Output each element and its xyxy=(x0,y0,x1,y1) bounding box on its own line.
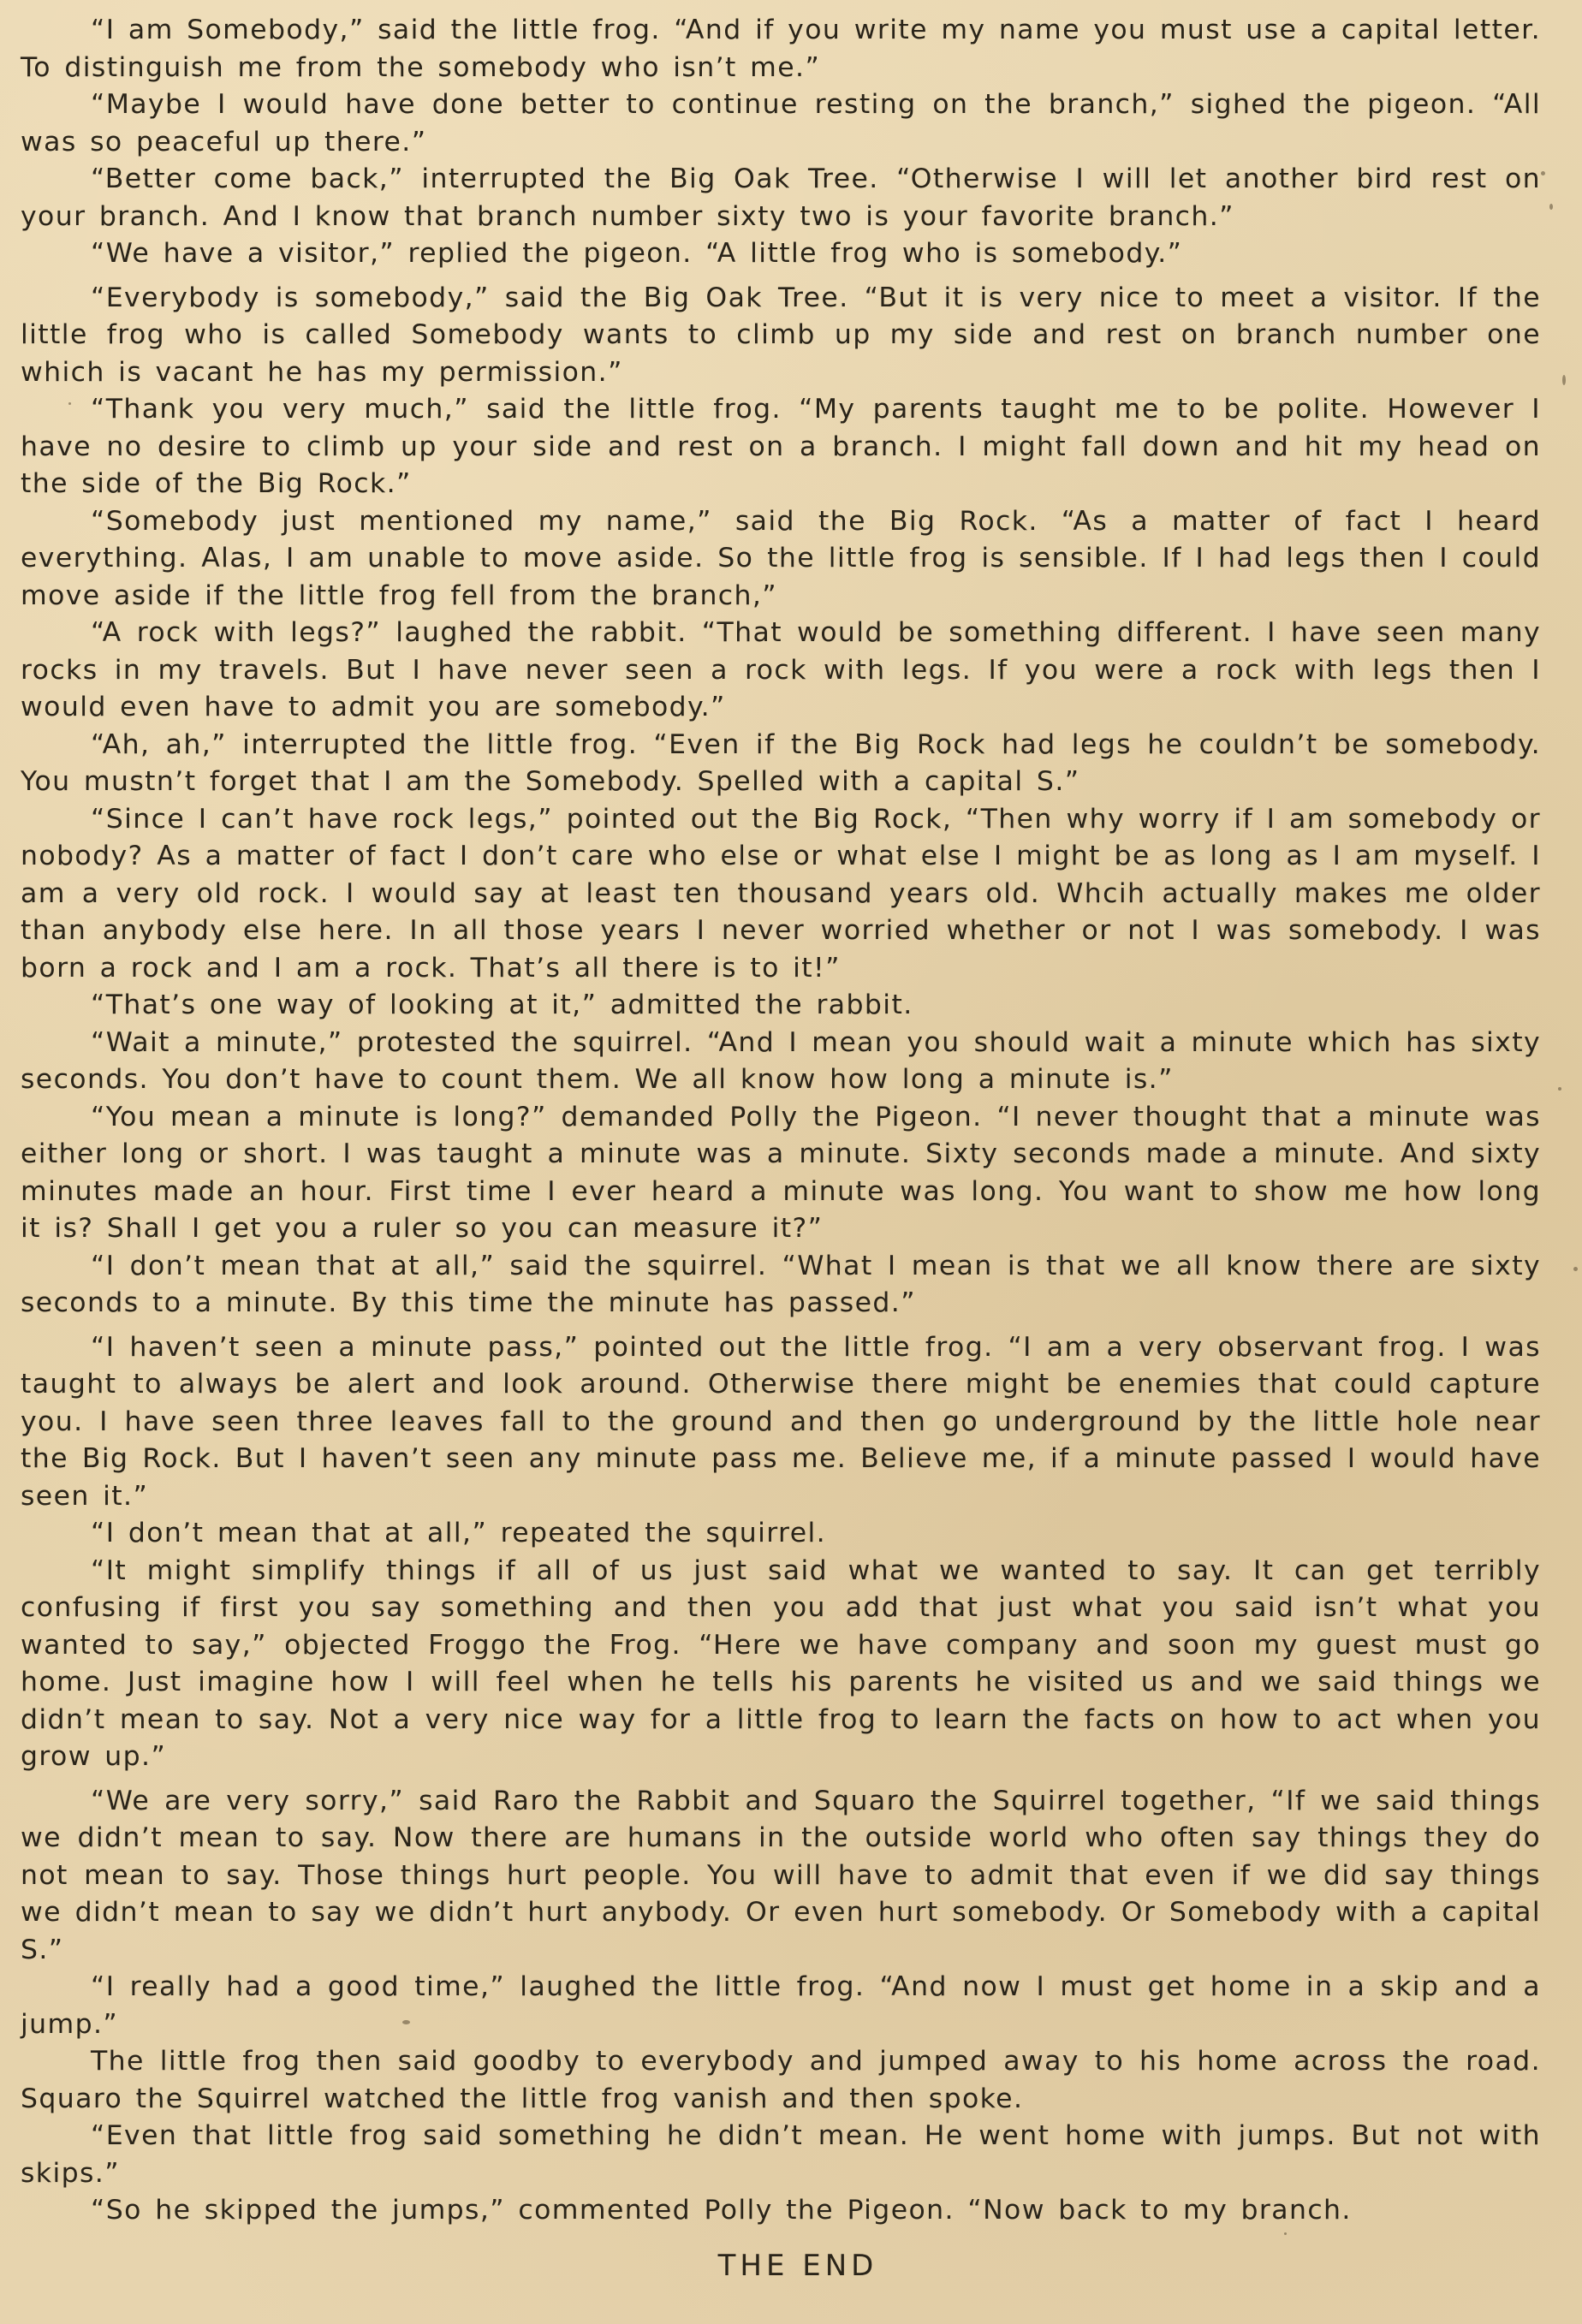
paragraph-18: “We are very sorry,” said Raro the Rabbit and Squaro the Squirrel together, “If we said things we didn’t mean to say. Now there are humans in the outside world who often say things they do not mean to say. Those things hurt people. You will have to admit that even if we did say things we didn’t mean to say we didn’t hurt anybody. Or even hurt somebody. Or Somebody with a capital S.” xyxy=(21,1785,1541,1965)
paragraph-8: “A rock with legs?” laughed the rabbit. “That would be something different. I have seen many rocks in my travels. But I have never seen a rock with legs. If you were a rock with legs then I would even have to admit you are somebody.” xyxy=(21,617,1541,722)
paragraph-16: “I don’t mean that at all,” repeated the squirrel. xyxy=(91,1518,827,1548)
paragraph-17: “It might simplify things if all of us just said what we wanted to say. It can get terribly confusing if first you say something and then you add that just what you said isn’t what you wanted to say,” objected Froggo the Frog. “Here we have company and soon my guest must go home. Just imagine how I will feel when he tells his parents he visited us and we said things we didn’t mean to say. Not a very nice way for a little frog to learn the facts on how to act when you grow up.” xyxy=(21,1554,1541,1772)
paragraph-4: “We have a visitor,” replied the pigeon. “A little frog who is somebody.” xyxy=(91,238,1183,269)
paragraph-19: “I really had a good time,” laughed the little frog. “And now I must get home in a skip and a jump.” xyxy=(21,1971,1541,2040)
the-end-label: THE END xyxy=(717,2248,878,2283)
speck xyxy=(402,2020,410,2024)
paragraph-6: “Thank you very much,” said the little frog. “My parents taught me to be polite. However I have no desire to climb up your side and rest on a branch. I might fall down and hit my head on the side of the Big Rock.” xyxy=(21,394,1541,499)
paragraph-10: “Since I can’t have rock legs,” pointed out the Big Rock, “Then why worry if I am somebody or nobody? As a matter of fact I don’t care who else or what else I might be as long as I am myself. I am a very old rock. I would say at least ten thousand years old. Whcih actually makes me older than anybody else here. In all those years I never worried whether or not I was somebody. I was born a rock and I am a rock. That’s all there is to it!” xyxy=(21,803,1541,984)
paragraph-21: “Even that little frog said something he didn’t mean. He went home with jumps. But not with skips.” xyxy=(21,2120,1541,2189)
paragraph-1: “I am Somebody,” said the little frog. “And if you write my name you must use a capital letter. To distinguish me from the somebody who isn’t me.” xyxy=(21,15,1541,83)
paragraph-9: “Ah, ah,” interrupted the little frog. “Even if the Big Rock had legs he couldn’t be somebody. You mustn’t forget that I am the Somebody. Spelled with a capital S.” xyxy=(21,728,1541,797)
paragraph-5: “Everybody is somebody,” said the Big Oak Tree. “But it is very nice to meet a visitor. If the little frog who is called Somebody wants to climb up my side and rest on branch number one which is vacant he has my permission.” xyxy=(21,282,1541,388)
paragraph-14: “I don’t mean that at all,” said the squirrel. “What I mean is that we all know there are sixty seconds to a minute. By this time the minute has passed.” xyxy=(21,1250,1541,1318)
paragraph-12: “Wait a minute,” protested the squirrel. “And I mean you should wait a minute which has sixty seconds. You don’t have to count them. We all know how long a minute is.” xyxy=(21,1026,1541,1095)
speck xyxy=(1541,171,1545,175)
speck xyxy=(1558,1087,1561,1091)
speck xyxy=(1284,2232,1287,2235)
paragraph-22: “So he skipped the jumps,” commented Polly the Pigeon. “Now back to my branch. xyxy=(91,2195,1352,2226)
paragraph-3: “Better come back,” interrupted the Big Oak Tree. “Otherwise I will let another bird rest on your branch. And I know that branch number sixty two is your favorite branch.” xyxy=(21,163,1541,232)
paragraph-20: The little frog then said goodby to everybody and jumped away to his home across the road. Squaro the Squirrel watched the little frog vanish and then spoke. xyxy=(21,2046,1541,2114)
paragraph-7: “Somebody just mentioned my name,” said the Big Rock. “As a matter of fact I heard everything. Alas, I am unable to move aside. So the little frog is sensible. If I had legs then I could move aside if the little frog fell from the branch,” xyxy=(21,505,1541,611)
paragraph-2: “Maybe I would have done better to continue resting on the branch,” sighed the pigeon. “All was so peaceful up there.” xyxy=(21,89,1541,158)
speck xyxy=(1562,375,1566,385)
speck xyxy=(1573,1267,1578,1271)
paragraph-13: “You mean a minute is long?” demanded Polly the Pigeon. “I never thought that a minute was either long or short. I was taught a minute was a minute. Sixty seconds made a minute. And sixty minutes made an hour. First time I ever heard a minute was long. You want to show me how long it is? Shall I get you a ruler so you can measure it?” xyxy=(21,1101,1541,1244)
paragraph-11: “That’s one way of looking at it,” admitted the rabbit. xyxy=(91,990,913,1020)
paragraph-15: “I haven’t seen a minute pass,” pointed out the little frog. “I am a very observant frog. I was taught to always be alert and look around. Otherwise there might be enemies that could capture you. I have seen three leaves fall to the ground and then go underground by the little hole near the Big Rock. But I haven’t seen any minute pass me. Believe me, if a minute passed I would have seen it.” xyxy=(21,1331,1541,1512)
speck xyxy=(68,402,71,405)
speck xyxy=(1549,204,1553,210)
